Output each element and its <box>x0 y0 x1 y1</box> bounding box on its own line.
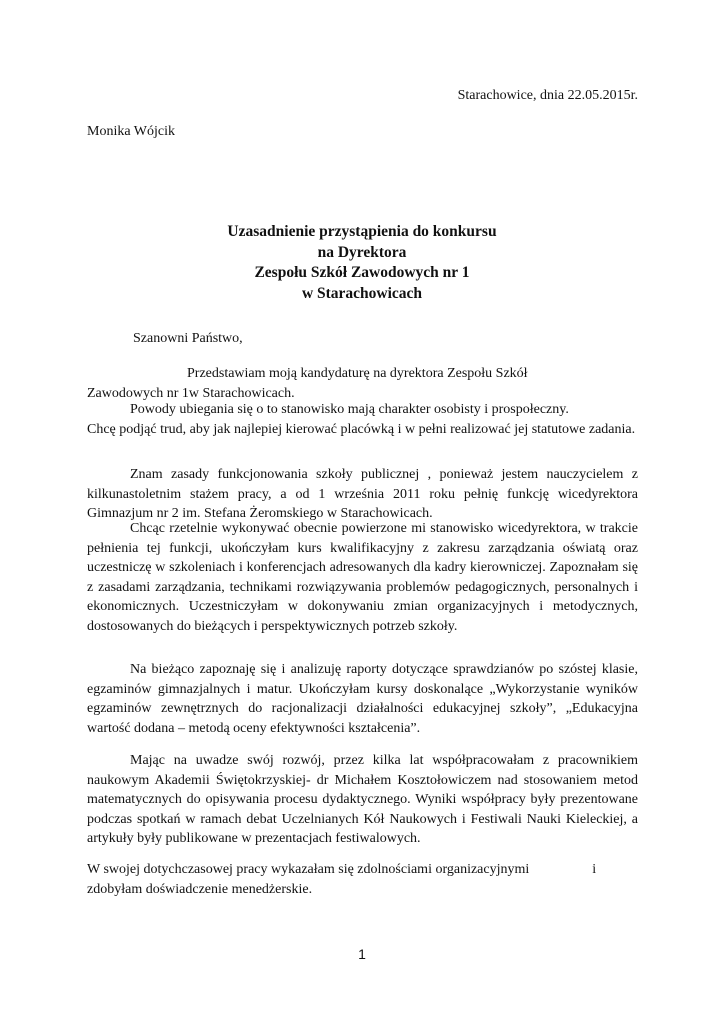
paragraph-summary-line-2: zdobyłam doświadczenie menedżerskie. <box>87 881 313 897</box>
salutation: Szanowni Państwo, <box>133 331 243 346</box>
letter-author: Monika Wójcik <box>87 124 176 139</box>
page-number: 1 <box>358 946 366 962</box>
document-title <box>87 222 637 304</box>
paragraph-intro-line-1: Przedstawiam moją kandydaturę na dyrektora Zespołu Szkół <box>187 366 528 381</box>
paragraph-summary-line-1: W swojej dotychczasowej pracy wykazałam się zdolnościami organizacyjnymi i <box>87 862 597 877</box>
paragraph-qualifications: Chcąc rzetelnie wykonywać obecnie powierzone mi stanowisko wicedyrektora, w trakcie pełnienia tej funkcji, ukończyłam kurs kwalifikacyjny z zakresu zarządzania oświatą oraz uczestniczę w szkoleniach i konferencjach adresowanych dla kadry kierowniczej. Zapoznałam się z zasadami zarządzania, technikami rozwiązywania problemów pedagogicznych, personalnych i ekonomicznych. Uczestniczyłam w dokonywaniu zmian organizacyjnych i metodycznych, dostosowanych do bieżących i perspektywicznych potrzeb szkoły. <box>87 521 638 634</box>
paragraph-commitment: Chcę podjąć trud, aby jak najlepiej kierować placówką i w pełni realizować jej statutowe zadania. <box>87 422 636 437</box>
paragraph-research: Mając na uwadze swój rozwój, przez kilka lat współpracowałam z pracownikiem naukowym Akademii Świętokrzyskiej- dr Michałem Kosztołowiczem nad stosowaniem metod matematycznych do opisywania procesu dydaktycznego. Wyniki współpracy były prezentowane podczas spotkań w ramach debat Uczelnianych Kół Naukowych i Festiwali Nauki Kieleckiej, a artykuły były publikowane w prezentacjach festiwalowych. <box>87 753 638 847</box>
title-line-4: w Starachowicach <box>301 284 423 302</box>
paragraph-intro-line-2: Zawodowych nr 1w Starachowicach. <box>87 385 295 401</box>
paragraph-experience: Znam zasady funkcjonowania szkoły publicznej , ponieważ jestem nauczycielem z kilkunastoletnim stażem pracy, a od 1 września 2011 roku pełnię funkcję wicedyrektora Gimnazjum nr 2 im. Stefana Żeromskiego w Starachowicach. <box>87 467 638 522</box>
title-line-1: Uzasadnienie przystąpienia do konkursu <box>227 223 497 240</box>
title-line-3: Zespołu Szkół Zawodowych nr 1 <box>254 264 470 281</box>
paragraph-motivation: Powody ubiegania się o to stanowisko mają charakter osobisty i prospołeczny. <box>130 402 569 417</box>
title-line-2: na Dyrektora <box>317 243 407 261</box>
paragraph-intro <box>87 364 638 403</box>
paragraph-summary <box>87 860 638 899</box>
paragraph-analysis: Na bieżąco zapoznaję się i analizuję raporty dotyczące sprawdzianów po szóstej klasie, egzaminów gimnazjalnych i matur. Ukończyłam kursy doskonalące „Wykorzystanie wyników egzaminów zewnętrznych do racjonalizacji działalności edukacyjnej szkoły”, „Edukacyjna wartość dodana – metodą oceny efektywności kształcenia”. <box>87 662 638 736</box>
letter-date: Starachowice, dnia 22.05.2015r. <box>457 88 638 103</box>
